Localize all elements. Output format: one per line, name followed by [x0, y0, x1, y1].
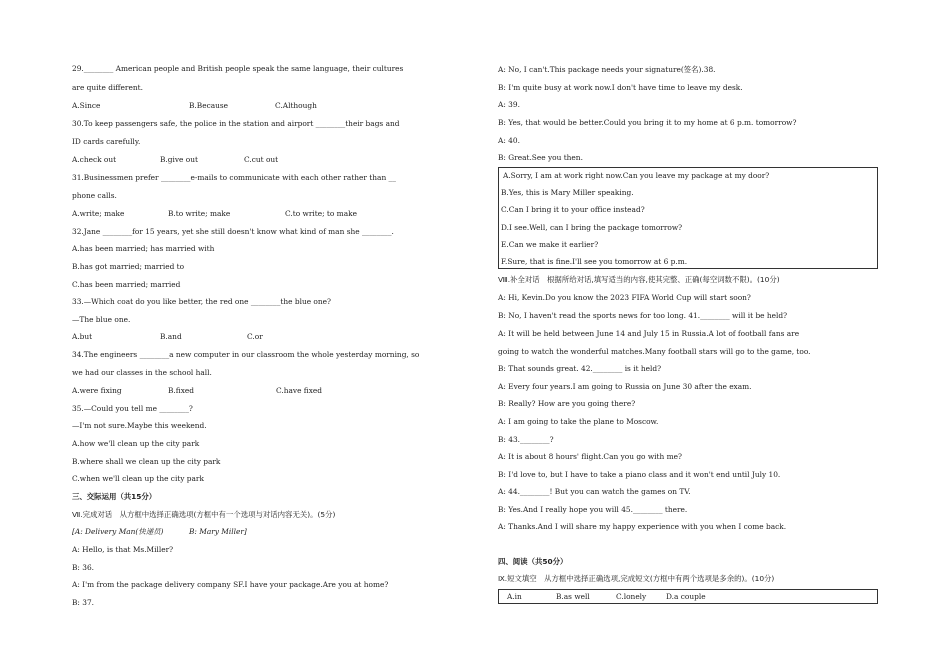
dialog-line: A: It is about 8 hours' flight.Can you go with me? — [498, 452, 682, 461]
dialog-line: A: I'm from the package delivery company SF.I have your package.Are you at home? — [72, 580, 389, 589]
word-option-a: A.in — [507, 592, 522, 601]
q29-option-b: B.Because — [189, 101, 229, 110]
dialog-line: B: Great.See you then. — [498, 153, 583, 162]
box-option-c: C.Can I bring it to your office instead? — [501, 205, 645, 214]
word-option-b: B.as well — [556, 592, 590, 601]
dialog-line: A: I am going to take the plane to Moscow. — [498, 417, 659, 426]
q35-option-a: A.how we'll clean up the city park — [72, 439, 200, 448]
part9-title: Ⅸ.短文填空 从方框中选择正确选项,完成短文(方框中有两个选项是多余的)。(10分) — [498, 574, 775, 583]
q31-option-c: C.to write; to make — [285, 209, 357, 218]
dialog-line: going to watch the wonderful matches.Many football stars will go to the game, too. — [498, 347, 811, 356]
dialog-line: A: It will be held between June 14 and July 15 in Russia.A lot of football fans are — [498, 329, 800, 338]
q32-option-a: A.has been married; has married with — [72, 244, 215, 253]
dialog-line: B: Yes.And I really hope you will 45.________ there. — [498, 505, 688, 514]
dialog-line: B: 36. — [72, 563, 95, 572]
q35-option-b: B.where shall we clean up the city park — [72, 457, 221, 466]
q33-stem: 33.—Which coat do you like better, the red one ________the blue one? — [72, 297, 331, 306]
q34-stem-cont: we had our classes in the school hall. — [72, 368, 212, 377]
q35-stem: 35.—Could you tell me ________? — [72, 404, 193, 413]
left-column — [72, 0, 457, 669]
dialog-line: B: 43.________? — [498, 435, 554, 444]
dialog-line: A: 39. — [498, 100, 520, 109]
answer-options-box — [498, 167, 878, 269]
q30-option-c: C.cut out — [244, 155, 279, 164]
roles-a: [A: Delivery Man(快递员) — [72, 527, 164, 536]
box-option-f: F.Sure, that is fine.I'll see you tomorrow at 6 p.m. — [501, 257, 688, 266]
q31-stem: 31.Businessmen prefer ________e-mails to communicate with each other rather than __ — [72, 173, 396, 182]
dialog-line: A: 40. — [498, 136, 520, 145]
q30-option-a: A.check out — [72, 155, 117, 164]
q29-stem: 29.________ American people and British people speak the same language, their cultures — [72, 64, 404, 73]
word-bank-box — [498, 589, 878, 604]
q35-stem-cont: —I'm not sure.Maybe this weekend. — [72, 421, 207, 430]
q34-stem: 34.The engineers ________a new computer in our classroom the whole yesterday morning, so — [72, 350, 420, 359]
q34-option-a: A.were fixing — [72, 386, 122, 395]
q29-option-a: A.Since — [72, 101, 101, 110]
dialog-line: A: No, I can't.This package needs your signature(签名).38. — [498, 65, 716, 74]
q33-stem-cont: —The blue one. — [72, 315, 131, 324]
box-option-d: D.I see.Well, can I bring the package tomorrow? — [501, 223, 683, 232]
q33-option-b: B.and — [160, 332, 182, 341]
box-option-b: B.Yes, this is Mary Miller speaking. — [501, 188, 634, 197]
q30-stem: 30.To keep passengers safe, the police in the station and airport ________their bags and — [72, 119, 400, 128]
dialog-line: B: 37. — [72, 598, 95, 607]
section4-title: 四、阅读（共50分） — [498, 557, 568, 566]
dialog-line: B: No, I haven't read the sports news for too long. 41.________ will it be held? — [498, 311, 788, 320]
q33-option-c: C.or — [247, 332, 263, 341]
part8-title: Ⅷ.补全对话 根据所给对话,填写适当的内容,使其完整、正确(每空词数不限)。(10分) — [498, 275, 780, 284]
q31-stem-cont: phone calls. — [72, 191, 117, 200]
q30-option-b: B.give out — [160, 155, 198, 164]
dialog-line: A: Hi, Kevin.Do you know the 2023 FIFA World Cup will start soon? — [498, 293, 751, 302]
q32-option-b: B.has got married; married to — [72, 262, 185, 271]
q29-option-c: C.Although — [275, 101, 317, 110]
dialog-line: A: 44.________! But you can watch the games on TV. — [498, 487, 691, 496]
q34-option-c: C.have fixed — [276, 386, 323, 395]
dialog-line: A: Every four years.I am going to Russia on June 30 after the exam. — [498, 382, 752, 391]
q31-option-a: A.write; make — [72, 209, 125, 218]
dialog-line: B: I'm quite busy at work now.I don't have time to leave my desk. — [498, 83, 743, 92]
q35-option-c: C.when we'll clean up the city park — [72, 474, 204, 483]
dialog-line: A: Hello, is that Ms.Miller? — [72, 545, 174, 554]
q31-option-b: B.to write; make — [168, 209, 231, 218]
dialog-line: B: Really? How are you going there? — [498, 399, 636, 408]
box-option-e: E.Can we make it earlier? — [501, 240, 599, 249]
part7-title: Ⅶ.完成对话 从方框中选择正确选项(方框中有一个选项与对话内容无关)。(5分) — [72, 510, 336, 519]
word-option-c: C.lonely — [616, 592, 647, 601]
q29-stem-cont: are quite different. — [72, 83, 143, 92]
box-option-a: A.Sorry, I am at work right now.Can you leave my package at my door? — [503, 171, 770, 180]
q34-option-b: B.fixed — [168, 386, 194, 395]
q32-option-c: C.has been married; married — [72, 280, 181, 289]
q33-option-a: A.but — [72, 332, 93, 341]
dialog-line: A: Thanks.And I will share my happy experience with you when I come back. — [498, 522, 787, 531]
word-option-d: D.a couple — [666, 592, 706, 601]
dialog-line: B: I'd love to, but I have to take a piano class and it won't end until July 10. — [498, 470, 781, 479]
roles-b: B: Mary Miller] — [189, 527, 247, 536]
section3-title: 三、交际运用（共15分） — [72, 492, 157, 501]
q30-stem-cont: ID cards carefully. — [72, 137, 141, 146]
dialog-line: B: Yes, that would be better.Could you bring it to my home at 6 p.m. tomorrow? — [498, 118, 797, 127]
dialog-line: B: That sounds great. 42.________ is it held? — [498, 364, 662, 373]
right-column — [498, 0, 880, 669]
q32-stem: 32.Jane ________for 15 years, yet she still doesn't know what kind of man she ________. — [72, 227, 394, 236]
